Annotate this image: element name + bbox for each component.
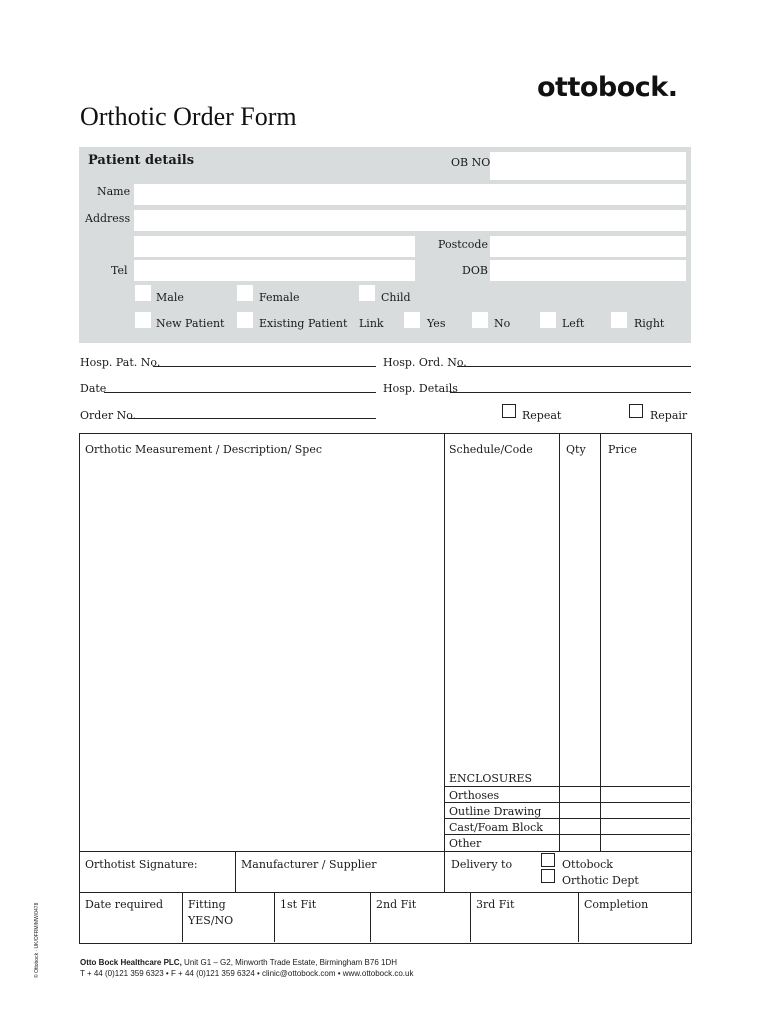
yes-label: Yes xyxy=(427,317,446,330)
signature-divider xyxy=(235,851,236,892)
price-header: Price xyxy=(608,443,637,456)
qty-header: Qty xyxy=(566,443,586,456)
enclosure-item: Outline Drawing xyxy=(449,805,542,818)
enclosure-line xyxy=(444,818,690,819)
delivery-label: Delivery to xyxy=(451,858,513,871)
repair-checkbox[interactable] xyxy=(629,404,643,418)
male-checkbox[interactable] xyxy=(135,285,151,301)
no-checkbox[interactable] xyxy=(472,312,488,328)
child-checkbox[interactable] xyxy=(359,285,375,301)
measurement-header: Orthotic Measurement / Description/ Spec xyxy=(85,443,323,456)
first-fit-label: 1st Fit xyxy=(280,898,317,911)
tel-field[interactable] xyxy=(134,260,415,281)
date-label: Date xyxy=(80,382,107,395)
hosp-details-line[interactable] xyxy=(450,392,691,393)
enclosure-line xyxy=(444,802,690,803)
order-no-line[interactable] xyxy=(128,418,376,419)
ottobock-label: Ottobock xyxy=(562,858,613,871)
repair-label: Repair xyxy=(650,409,688,422)
ob-no-label: OB NO xyxy=(451,156,491,169)
orthotic-dept-label: Orthotic Dept xyxy=(562,874,639,887)
order-no-label: Order No. xyxy=(80,409,137,422)
postcode-label: Postcode xyxy=(438,238,488,251)
date-required-label: Date required xyxy=(85,898,164,911)
child-label: Child xyxy=(381,291,411,304)
manufacturer-label: Manufacturer / Supplier xyxy=(241,858,377,871)
address-label: Address xyxy=(85,212,131,225)
footer-address xyxy=(80,958,397,967)
bottom-row-top xyxy=(79,892,691,893)
right-checkbox[interactable] xyxy=(611,312,627,328)
right-label: Right xyxy=(634,317,665,330)
new-patient-checkbox[interactable] xyxy=(135,312,151,328)
left-checkbox[interactable] xyxy=(540,312,556,328)
table-divider-schedule xyxy=(444,433,445,892)
hosp-ord-no-label: Hosp. Ord. No. xyxy=(383,356,467,369)
repeat-label: Repeat xyxy=(522,409,562,422)
female-checkbox[interactable] xyxy=(237,285,253,301)
enclosure-line xyxy=(444,786,690,787)
hosp-ord-no-line[interactable] xyxy=(457,366,691,367)
existing-patient-checkbox[interactable] xyxy=(237,312,253,328)
enclosure-item: Cast/Foam Block xyxy=(449,821,543,834)
link-label: Link xyxy=(359,317,384,330)
left-label: Left xyxy=(562,317,585,330)
fit-divider xyxy=(370,892,371,942)
enclosure-item: Orthoses xyxy=(449,789,500,802)
dob-field[interactable] xyxy=(490,260,686,281)
postcode-field[interactable] xyxy=(490,236,686,257)
ottobock-logo: ottobock. xyxy=(537,72,678,103)
no-label: No xyxy=(494,317,511,330)
name-label: Name xyxy=(97,185,131,198)
dob-label: DOB xyxy=(462,264,488,277)
side-code: © Ottobock · UK/OFRM/MW/0478 xyxy=(34,902,40,978)
second-fit-label: 2nd Fit xyxy=(376,898,417,911)
enclosure-line xyxy=(444,834,690,835)
repeat-checkbox[interactable] xyxy=(502,404,516,418)
ob-no-field[interactable] xyxy=(490,152,686,180)
fit-divider xyxy=(578,892,579,942)
female-label: Female xyxy=(259,291,300,304)
patient-details-heading: Patient details xyxy=(88,153,195,168)
address-field-line1[interactable] xyxy=(134,210,686,231)
completion-label: Completion xyxy=(584,898,649,911)
yes-checkbox[interactable] xyxy=(404,312,420,328)
address-field-line2[interactable] xyxy=(134,236,415,257)
table-divider-price xyxy=(600,433,601,851)
new-patient-label: New Patient xyxy=(156,317,225,330)
fit-divider xyxy=(470,892,471,942)
enclosure-item: Other xyxy=(449,837,482,850)
fit-divider xyxy=(182,892,183,942)
footer-company: Otto Bock Healthcare PLC, xyxy=(80,958,182,967)
date-line[interactable] xyxy=(104,392,376,393)
fit-divider xyxy=(274,892,275,942)
tel-label: Tel xyxy=(111,264,128,277)
third-fit-label: 3rd Fit xyxy=(476,898,515,911)
schedule-header: Schedule/Code xyxy=(449,443,533,456)
name-field[interactable] xyxy=(134,184,686,205)
hosp-pat-no-label: Hosp. Pat. No. xyxy=(80,356,161,369)
footer-contact: T + 44 (0)121 359 6323 • F + 44 (0)121 359 6324 • clinic@ottobock.com • www.ottobock.co.uk xyxy=(80,969,414,978)
orthotic-dept-checkbox[interactable] xyxy=(541,869,555,883)
existing-patient-label: Existing Patient xyxy=(259,317,348,330)
footer-address-text: Unit G1 – G2, Minworth Trade Estate, Birmingham B76 1DH xyxy=(181,958,398,967)
signature-row-top xyxy=(79,851,691,852)
hosp-details-label: Hosp. Details xyxy=(383,382,458,395)
orthotist-signature-label: Orthotist Signature: xyxy=(85,858,198,871)
enclosures-heading: ENCLOSURES xyxy=(449,772,533,785)
table-divider-qty xyxy=(559,433,560,851)
ottobock-checkbox[interactable] xyxy=(541,853,555,867)
male-label: Male xyxy=(156,291,184,304)
fitting-yes-no-label: YES/NO xyxy=(188,914,234,927)
hosp-pat-no-line[interactable] xyxy=(153,366,376,367)
form-title: Orthotic Order Form xyxy=(80,102,297,131)
fitting-label: Fitting xyxy=(188,898,226,911)
